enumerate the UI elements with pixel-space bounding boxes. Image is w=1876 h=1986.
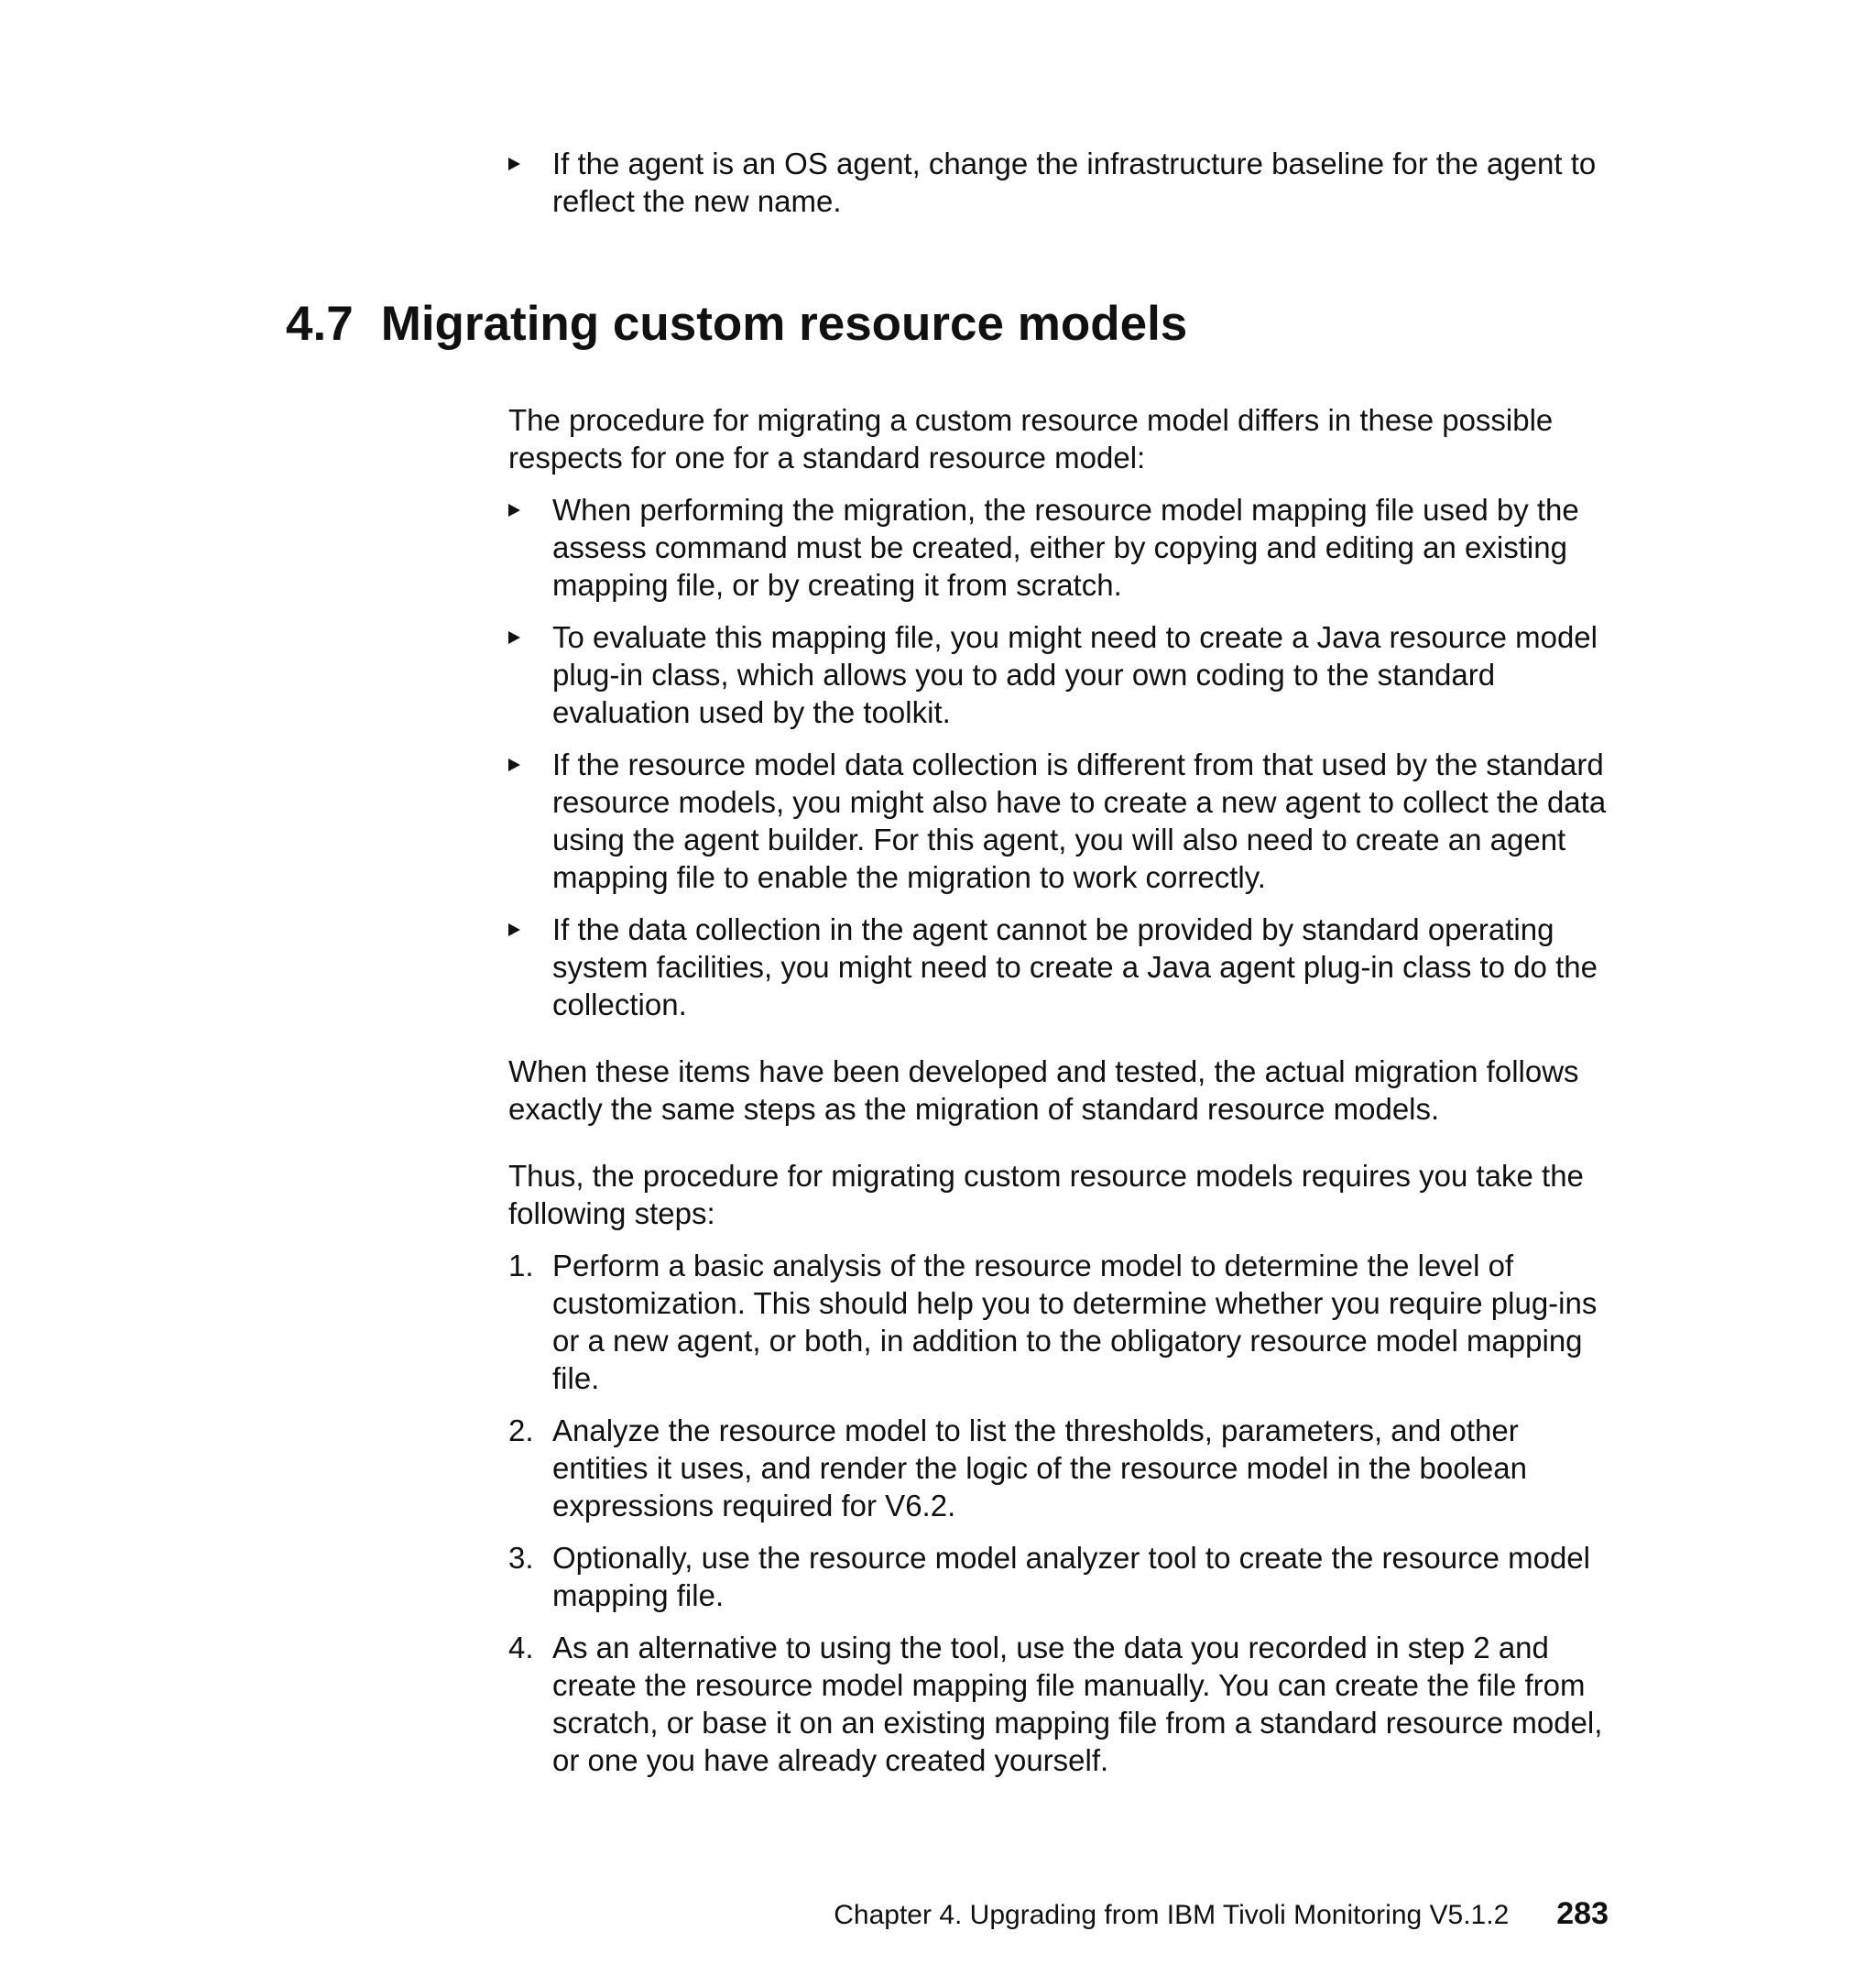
list-item [508, 1539, 1608, 1614]
list-item-text: Optionally, use the resource model analyzer tool to create the resource model mapping file. [552, 1541, 1590, 1612]
bullet-triangle-icon [508, 618, 534, 656]
bullet-text: If the resource model data collection is different from that used by the standard resource models, you might also have to create a new agent to collect the data using the agent builder. For this agent, you will also need to create an agent mapping file to enable the migration to work correctly. [552, 747, 1607, 894]
paragraph: Thus, the procedure for migrating custom resource models requires you take the following steps: [508, 1159, 1584, 1230]
intro-paragraph: The procedure for migrating a custom resource model differs in these possible respects for one for a standard resource model: [508, 403, 1554, 475]
continued-bullet-list [508, 145, 1608, 220]
list-number: 4. [508, 1631, 534, 1664]
list-item [508, 1412, 1608, 1524]
section-number: 4.7 [286, 297, 354, 351]
paragraph: When these items have been developed and tested, the actual migration follows exactly the same steps as the migration of standard resource models. [508, 1054, 1579, 1126]
list-item [508, 1629, 1608, 1779]
numbered-list [508, 1247, 1608, 1779]
bullet-triangle-icon [508, 145, 534, 182]
page-footer [824, 1896, 1609, 1942]
bullet-item [508, 618, 1608, 731]
bullet-text: When performing the migration, the resource model mapping file used by the assess command must be created, either by copying and editing an existing mapping file, or by creating it from scratch. [552, 493, 1579, 602]
bullet-item [508, 145, 1608, 220]
bullet-item [508, 911, 1608, 1023]
section-heading [286, 295, 1187, 354]
bullet-triangle-icon [508, 746, 534, 783]
list-item-text: Perform a basic analysis of the resource model to determine the level of customization. This should help you to determine whether you require plug-ins or a new agent, or both, in addition to the obligatory resource model mapping file. [552, 1249, 1598, 1395]
section-title: Migrating custom resource models [380, 297, 1188, 351]
bullet-text: To evaluate this mapping file, you might need to create a Java resource model plug-in class, which allows you to add your own coding to the standard evaluation used by the toolkit. [552, 620, 1598, 729]
page-number: 283 [1556, 1896, 1609, 1931]
bullet-text: If the data collection in the agent cannot be provided by standard operating system facilities, you might need to create a Java agent plug-in class to do the collection. [552, 912, 1598, 1021]
list-number: 3. [508, 1541, 534, 1575]
bullet-text: If the agent is an OS agent, change the infrastructure baseline for the agent to reflect the new name. [552, 147, 1597, 218]
list-item [508, 1247, 1608, 1397]
bullet-list [508, 491, 1608, 1023]
list-item-text: Analyze the resource model to list the thresholds, parameters, and other entities it uses, and render the logic of the resource model in the boolean expressions required for V6.2. [552, 1413, 1527, 1522]
footer-chapter-title: Chapter 4. Upgrading from IBM Tivoli Monitoring V5.1.2 [834, 1900, 1510, 1930]
bullet-item [508, 491, 1608, 604]
list-number: 2. [508, 1413, 534, 1447]
bullet-triangle-icon [508, 491, 534, 529]
bullet-triangle-icon [508, 911, 534, 948]
list-item-text: As an alternative to using the tool, use the data you recorded in step 2 and create the resource model mapping file manually. You can create the file from scratch, or base it on an existing mapping file from a standard resource model, or one you have already created yourself. [552, 1631, 1603, 1777]
bullet-item [508, 746, 1608, 896]
body-column [508, 401, 1608, 1779]
list-number: 1. [508, 1249, 534, 1282]
